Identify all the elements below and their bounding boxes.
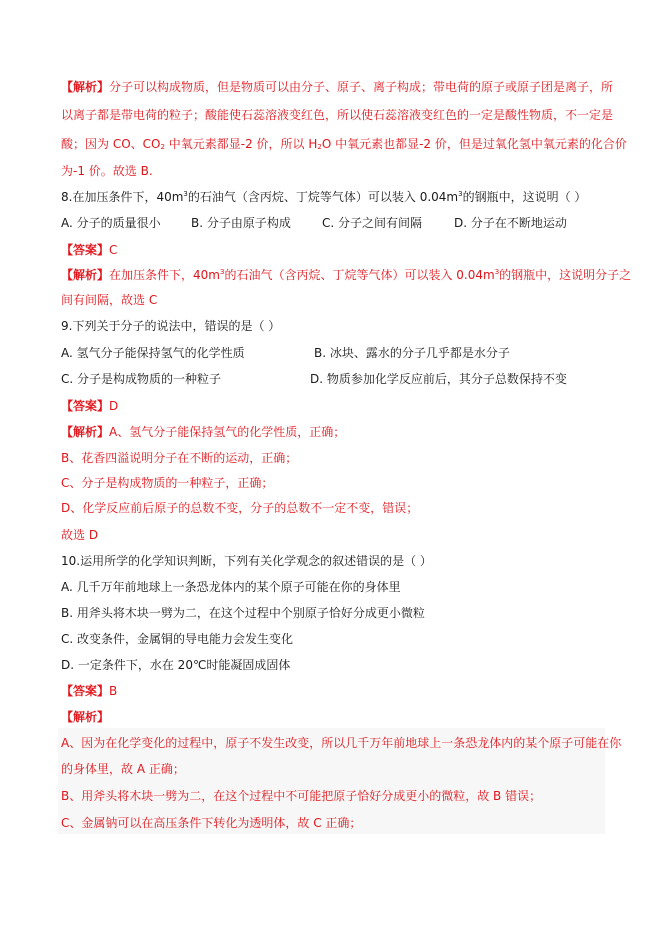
prev-analysis-line-1: 【解析】分子可以构成物质，但是物质可以由分子、原子、离子构成；带电荷的原子或原子团是离子，所 — [61, 80, 614, 94]
q8-option-a: A. 分子的质量很小 — [61, 216, 161, 230]
prev-analysis-line-4: 为-1 价。故选 B. — [61, 164, 153, 178]
q10-analysis-line-3: B、用斧头将木块一劈为二，在这个过程中不可能把原子恰好分成更小的微粒，故 B 错误； — [61, 789, 542, 803]
q9-analysis-line-2: B、花香四溢说明分子在不断的运动，正确； — [61, 451, 298, 465]
q8-option-c: C. 分子之间有间隔 — [322, 216, 423, 230]
q10-stem: 10.运用所学的化学知识判断，下列有关化学观念的叙述错误的是（ ） — [61, 554, 432, 568]
q9-conclusion: 故选 D — [61, 528, 99, 542]
q9-stem: 9.下列关于分子的说法中，错误的是（ ） — [61, 319, 281, 333]
q8-analysis-line-2: 间有间隔，故选 C — [61, 293, 158, 307]
q9-option-c: C. 分子是构成物质的一种粒子 — [61, 372, 222, 386]
q10-analysis-line-1: A、因为在化学变化的过程中，原子不发生改变，所以几千万年前地球上一条恐龙体内的某个原子可能在你 — [61, 736, 622, 750]
q9-analysis-line-4: D、化学反应前后原子的总数不变，分子的总数不一定不变，错误； — [61, 501, 419, 515]
q10-option-c: C. 改变条件，金属铜的导电能力会发生变化 — [61, 632, 294, 646]
q9-options-row-1 — [61, 345, 621, 361]
q10-analysis-line-4: C、金属钠可以在高压条件下转化为透明体，故 C 正确； — [61, 816, 362, 830]
q9-analysis-line-3: C、分子是构成物质的一种粒子，正确； — [61, 476, 274, 490]
q10-option-d: D. 一定条件下，水在 20℃时能凝固成固体 — [61, 658, 291, 672]
q8-stem: 8.在加压条件下，$40m^3$的石油气（含丙烷、丁烷等气体）可以装入 $0.04m^3$的钢瓶中，这说明（ ） — [61, 190, 587, 204]
q10-answer: 【答案】B — [61, 684, 118, 698]
q8-analysis-line-1: 【解析】在加压条件下，$40m^3$的石油气（含丙烷、丁烷等气体）可以装入 $0.04m^3$的钢瓶中，这说明分子之 — [61, 268, 632, 282]
q9-analysis-line-1: 【解析】A、氢气分子能保持氢气的化学性质，正确； — [61, 425, 346, 439]
q9-answer: 【答案】D — [61, 399, 119, 413]
q9-option-a: A. 氢气分子能保持氢气的化学性质 — [61, 346, 245, 360]
q10-option-a: A. 几千万年前地球上一条恐龙体内的某个原子可能在你的身体里 — [61, 580, 401, 594]
q8-options — [61, 215, 621, 231]
q9-option-d: D. 物质参加化学反应前后，其分子总数保持不变 — [310, 372, 567, 386]
q9-option-b: B. 冰块、露水的分子几乎都是水分子 — [314, 346, 510, 360]
q8-option-d: D. 分子在不断地运动 — [454, 216, 567, 230]
q10-analysis-label: 【解析】 — [61, 710, 110, 724]
q8-option-b: B. 分子由原子构成 — [191, 216, 291, 230]
prev-analysis-line-3: 酸；因为 CO、CO2 中氧元素都显-2 价，所以 H2O 中氧元素也都显-2 价，但是过氧化氢中氧元素的化合价 — [61, 137, 627, 151]
q10-analysis-line-2: 的身体里，故 A 正确； — [61, 762, 185, 776]
q10-option-b: B. 用斧头将木块一劈为二，在这个过程中个别原子恰好分成更小微粒 — [61, 606, 425, 620]
prev-analysis-line-2: 以离子都是带电荷的粒子；酸能使石蕊溶液变红色，所以使石蕊溶液变红色的一定是酸性物质，不一定是 — [61, 108, 614, 122]
q9-options-row-2 — [61, 371, 621, 387]
q8-answer: 【答案】C — [61, 243, 118, 257]
